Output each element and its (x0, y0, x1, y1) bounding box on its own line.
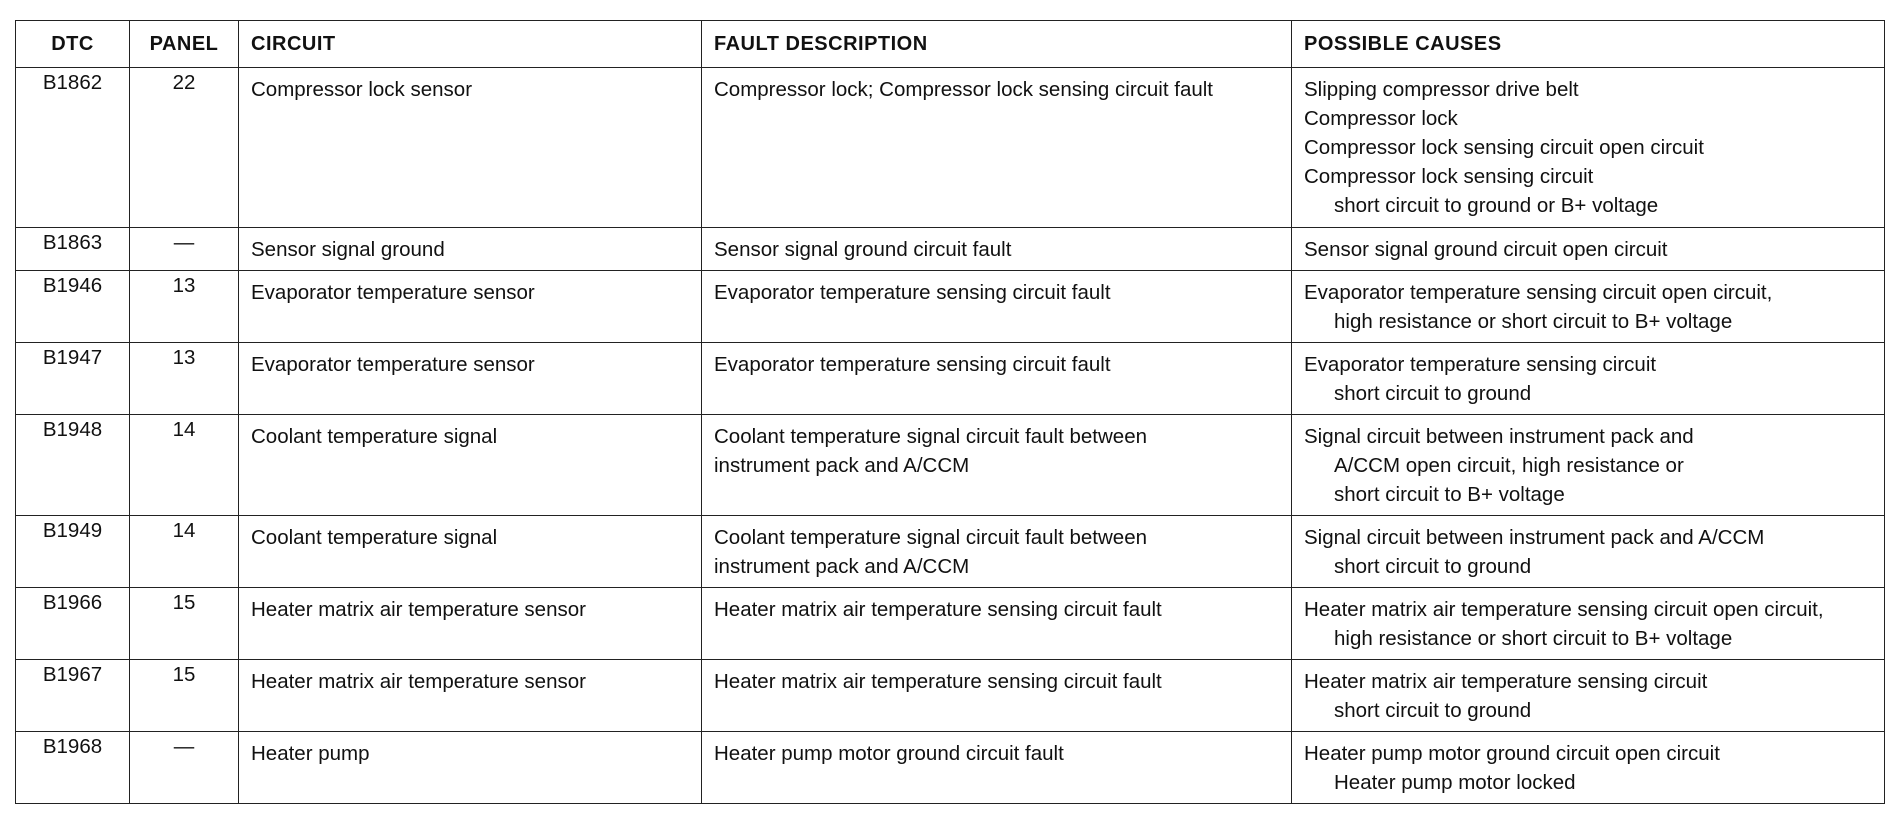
possible-cause-line: Heater pump motor locked (1334, 771, 1576, 794)
panel-cell: 14 (130, 516, 239, 588)
possible-cause-line: A/CCM open circuit, high resistance or (1334, 454, 1684, 477)
fault-description-cell (702, 343, 1292, 415)
fault-description-line: Compressor lock; Compressor lock sensing circuit fault (714, 78, 1213, 101)
table-row (16, 516, 1885, 588)
fault-description-cell (702, 732, 1292, 804)
panel-cell: 14 (130, 415, 239, 516)
fault-description-line: Coolant temperature signal circuit fault between (714, 425, 1148, 448)
possible-cause-line: Evaporator temperature sensing circuit (1304, 353, 1657, 376)
fault-description-cell (702, 68, 1292, 228)
possible-causes-cell (1292, 415, 1885, 516)
circuit-cell: Evaporator temperature sensor (239, 343, 702, 415)
possible-cause-line: Heater matrix air temperature sensing circuit (1304, 670, 1708, 693)
table-row (16, 68, 1885, 228)
fault-description-line: Heater pump motor ground circuit fault (714, 742, 1064, 765)
fault-description-cell (702, 271, 1292, 343)
fault-description-line: Coolant temperature signal circuit fault between (714, 526, 1148, 549)
possible-cause-line: Heater matrix air temperature sensing circuit open circuit, (1304, 598, 1824, 621)
possible-causes-cell (1292, 228, 1885, 271)
possible-cause-line: Compressor lock sensing circuit (1304, 165, 1594, 188)
table-header-row (16, 21, 1885, 68)
circuit-cell: Sensor signal ground (239, 228, 702, 271)
header-circuit: CIRCUIT (239, 21, 702, 68)
table-row (16, 271, 1885, 343)
possible-cause-line: Compressor lock (1304, 107, 1458, 130)
possible-cause-line: short circuit to ground (1334, 699, 1532, 722)
possible-causes-cell (1292, 516, 1885, 588)
possible-cause-line: short circuit to ground or B+ voltage (1334, 194, 1659, 217)
possible-causes-cell (1292, 343, 1885, 415)
possible-cause-line: Evaporator temperature sensing circuit open circuit, (1304, 281, 1773, 304)
possible-cause-line: Slipping compressor drive belt (1304, 78, 1579, 101)
possible-causes-cell (1292, 732, 1885, 804)
possible-causes-cell (1292, 660, 1885, 732)
panel-cell: 22 (130, 68, 239, 228)
panel-cell: 13 (130, 343, 239, 415)
possible-cause-line: short circuit to B+ voltage (1334, 483, 1565, 506)
header-possible-causes: POSSIBLE CAUSES (1292, 21, 1885, 68)
dtc-code-cell: B1863 (16, 228, 130, 271)
possible-cause-line: Signal circuit between instrument pack and A/CCM (1304, 526, 1765, 549)
panel-cell: 15 (130, 588, 239, 660)
fault-description-cell (702, 588, 1292, 660)
header-panel: PANEL (130, 21, 239, 68)
possible-causes-cell (1292, 68, 1885, 228)
table-row (16, 732, 1885, 804)
panel-cell: 13 (130, 271, 239, 343)
panel-cell: — (130, 228, 239, 271)
fault-description-cell (702, 415, 1292, 516)
table-row (16, 343, 1885, 415)
circuit-cell: Coolant temperature signal (239, 415, 702, 516)
circuit-cell: Heater matrix air temperature sensor (239, 660, 702, 732)
panel-cell: — (130, 732, 239, 804)
header-dtc: DTC (16, 21, 130, 68)
fault-description-cell (702, 228, 1292, 271)
dtc-code-cell: B1949 (16, 516, 130, 588)
possible-cause-line: Compressor lock sensing circuit open circuit (1304, 136, 1704, 159)
fault-description-line: instrument pack and A/CCM (714, 454, 970, 477)
possible-causes-cell (1292, 271, 1885, 343)
dtc-code-cell: B1968 (16, 732, 130, 804)
possible-cause-line: high resistance or short circuit to B+ voltage (1334, 627, 1733, 650)
dtc-table (15, 20, 1885, 804)
dtc-code-cell: B1966 (16, 588, 130, 660)
table-body (16, 68, 1885, 804)
fault-description-line: Heater matrix air temperature sensing circuit fault (714, 598, 1162, 621)
panel-cell: 15 (130, 660, 239, 732)
circuit-cell: Evaporator temperature sensor (239, 271, 702, 343)
circuit-cell: Heater matrix air temperature sensor (239, 588, 702, 660)
dtc-code-cell: B1947 (16, 343, 130, 415)
circuit-cell: Heater pump (239, 732, 702, 804)
dtc-code-cell: B1948 (16, 415, 130, 516)
possible-causes-cell (1292, 588, 1885, 660)
fault-description-line: Sensor signal ground circuit fault (714, 238, 1012, 261)
circuit-cell: Compressor lock sensor (239, 68, 702, 228)
possible-cause-line: high resistance or short circuit to B+ voltage (1334, 310, 1733, 333)
table-row (16, 415, 1885, 516)
fault-description-line: Heater matrix air temperature sensing circuit fault (714, 670, 1162, 693)
fault-description-cell (702, 516, 1292, 588)
table-row (16, 588, 1885, 660)
table-row (16, 660, 1885, 732)
table-row (16, 228, 1885, 271)
possible-cause-line: Sensor signal ground circuit open circuit (1304, 238, 1668, 261)
dtc-code-cell: B1862 (16, 68, 130, 228)
fault-description-cell (702, 660, 1292, 732)
dtc-code-cell: B1967 (16, 660, 130, 732)
circuit-cell: Coolant temperature signal (239, 516, 702, 588)
possible-cause-line: short circuit to ground (1334, 555, 1532, 578)
fault-description-line: Evaporator temperature sensing circuit fault (714, 353, 1111, 376)
possible-cause-line: short circuit to ground (1334, 382, 1532, 405)
possible-cause-line: Signal circuit between instrument pack and (1304, 425, 1694, 448)
possible-cause-line: Heater pump motor ground circuit open circuit (1304, 742, 1720, 765)
header-fault-description: FAULT DESCRIPTION (702, 21, 1292, 68)
fault-description-line: Evaporator temperature sensing circuit fault (714, 281, 1111, 304)
dtc-code-cell: B1946 (16, 271, 130, 343)
fault-description-line: instrument pack and A/CCM (714, 555, 970, 578)
